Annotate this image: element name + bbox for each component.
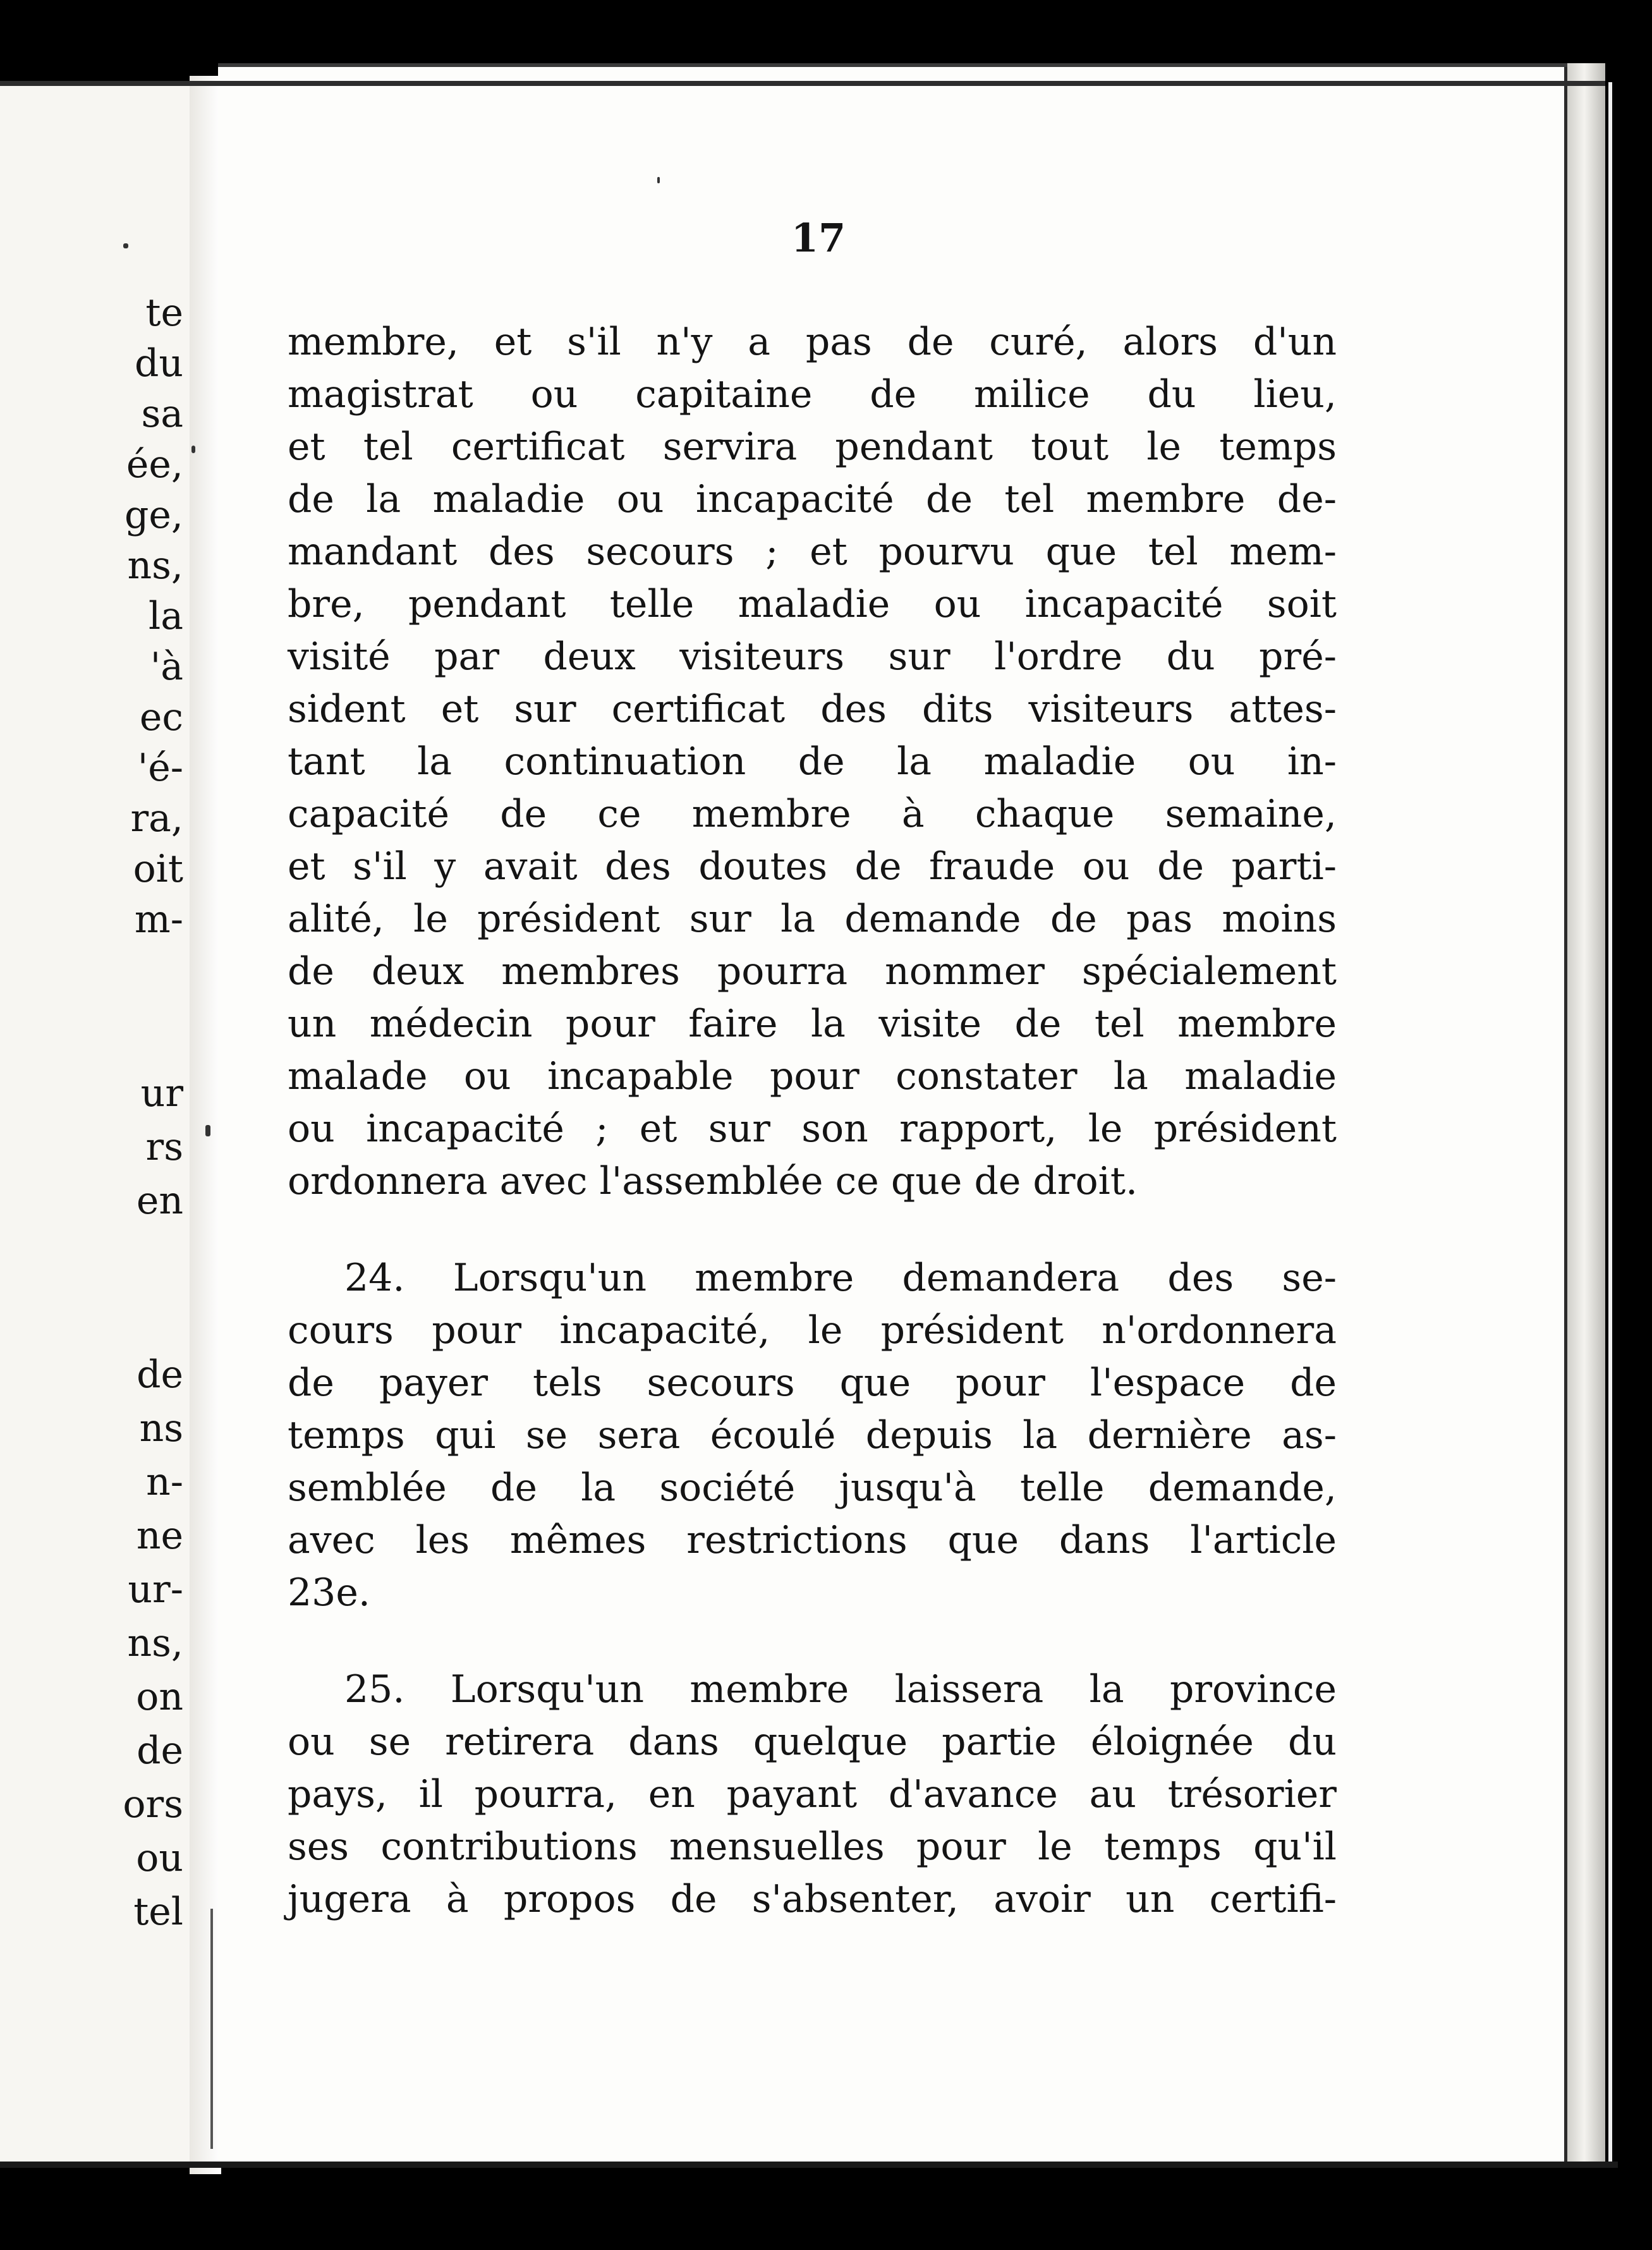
text-line: sident et sur certificat des dits visiteurs attes-: [288, 687, 1337, 731]
text-line: capacité de ce membre à chaque semaine,: [288, 792, 1337, 836]
text-line: 24. Lorsqu'un membre demandera des se-: [344, 1256, 1337, 1300]
text-line: un médecin pour faire la visite de tel membre: [288, 1002, 1337, 1046]
fragment-line: 'à: [150, 645, 183, 689]
fragment-line: ns: [139, 1406, 183, 1450]
fragment-line: sa: [141, 392, 183, 436]
fragment-line: ra,: [130, 796, 183, 841]
text-line: ordonnera avec l'assemblée ce que de droit.: [288, 1159, 1138, 1203]
text-line: 23e.: [288, 1571, 370, 1615]
text-line: ou se retirera dans quelque partie éloignée du: [288, 1720, 1337, 1764]
fragment-line: de: [137, 1353, 183, 1397]
text-line: alité, le président sur la demande de pas moins: [288, 897, 1337, 941]
paragraph-gap: [288, 1208, 1337, 1252]
fragment-line: ge,: [125, 493, 183, 537]
fragment-line: ée,: [126, 442, 183, 487]
text-line: temps qui se sera écoulé depuis la dernière as-: [288, 1413, 1337, 1457]
speck: [191, 446, 195, 453]
facing-page-fragment: [0, 82, 190, 2168]
text-line: mandant des secours ; et pourvu que tel mem-: [288, 530, 1337, 574]
fragment-line: n-: [146, 1460, 183, 1504]
fragment-line: ns,: [127, 544, 183, 588]
fragment-line: 'é-: [137, 746, 183, 790]
gutter-shadow: [210, 1909, 213, 2149]
text-line: jugera à propos de s'absenter, avoir un certifi-: [288, 1877, 1337, 1921]
text-line: bre, pendant telle maladie ou incapacité soit: [288, 582, 1337, 626]
paragraph-gap: [288, 1619, 1337, 1663]
fragment-line: ec: [139, 695, 183, 739]
fragment-line: ors: [123, 1782, 183, 1827]
fragment-line: de: [137, 1729, 183, 1773]
fragment-line: ur: [140, 1071, 183, 1116]
text-line: de deux membres pourra nommer spécialement: [288, 949, 1337, 994]
text-line: de payer tels secours que pour l'espace de: [288, 1361, 1337, 1405]
fragment-line: ns,: [127, 1621, 183, 1665]
text-line: et s'il y avait des doutes de fraude ou de parti-: [288, 844, 1337, 889]
fragment-line: te: [145, 291, 183, 335]
page-edge: [1567, 63, 1605, 2168]
fragment-line: la: [149, 594, 183, 638]
fragment-line: oit: [133, 847, 183, 891]
speck: [205, 1125, 210, 1136]
article-24: [288, 1252, 1337, 1619]
page-body: [288, 316, 1337, 1926]
text-line: pays, il pourra, en payant d'avance au trésorier: [288, 1772, 1337, 1816]
text-line: visité par deux visiteurs sur l'ordre du pré-: [288, 635, 1337, 679]
fragment-line: rs: [145, 1125, 183, 1169]
fragment-line: du: [134, 341, 183, 386]
text-line: magistrat ou capitaine de milice du lieu,: [288, 372, 1337, 417]
fragment-line: tel: [133, 1890, 183, 1934]
speck: [657, 177, 660, 183]
paragraph-continued: [288, 316, 1337, 1208]
page-number: 17: [791, 215, 846, 261]
fragment-line: en: [136, 1179, 183, 1223]
fragment-line: ne: [136, 1514, 183, 1558]
fragment-line: on: [136, 1675, 183, 1719]
text-line: tant la continuation de la maladie ou in-: [288, 739, 1337, 784]
fragment-line: ur-: [128, 1567, 183, 1612]
text-line: 25. Lorsqu'un membre laissera la province: [344, 1667, 1337, 1712]
text-line: ou incapacité ; et sur son rapport, le président: [288, 1107, 1337, 1151]
page-edge-highlight: [1608, 82, 1612, 2162]
fragment-line: m-: [134, 897, 183, 942]
text-line: et tel certificat servira pendant tout le temps: [288, 425, 1337, 469]
fragment-line: ou: [136, 1836, 183, 1880]
article-25: [288, 1663, 1337, 1926]
text-line: cours pour incapacité, le président n'ordonnera: [288, 1308, 1337, 1353]
bottom-border: [0, 2162, 1618, 2168]
top-border: [0, 81, 1605, 86]
text-line: membre, et s'il n'y a pas de curé, alors d'un: [288, 320, 1337, 364]
text-line: de la maladie ou incapacité de tel membre de-: [288, 477, 1337, 521]
text-line: malade ou incapable pour constater la maladie: [288, 1054, 1337, 1098]
text-line: semblée de la société jusqu'à telle demande,: [288, 1466, 1337, 1510]
text-line: ses contributions mensuelles pour le temps qu'il: [288, 1825, 1337, 1869]
text-line: avec les mêmes restrictions que dans l'article: [288, 1518, 1337, 1562]
speck: [123, 243, 128, 248]
